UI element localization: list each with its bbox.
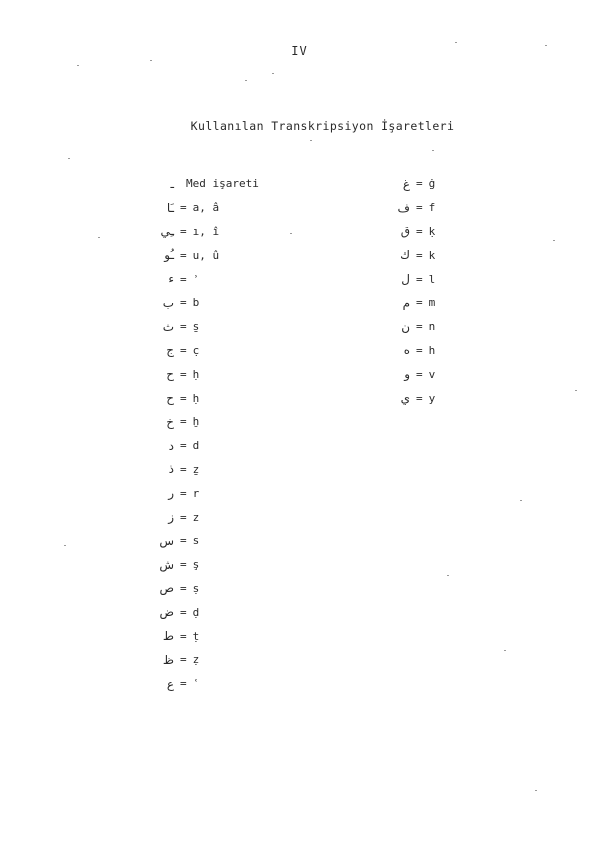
arabic-letter: ث <box>162 319 174 334</box>
transcription-column-right <box>388 172 488 410</box>
latin-transcription: r <box>192 486 200 500</box>
arabic-letter: ـِي <box>160 224 174 239</box>
equals-sign: = <box>416 248 423 262</box>
speck <box>68 158 70 159</box>
speck <box>77 65 79 66</box>
equals-sign: = <box>416 201 423 215</box>
arabic-letter: ح <box>166 367 174 382</box>
arabic-letter: ز <box>168 510 174 525</box>
equals-sign: = <box>180 581 187 595</box>
arabic-letter: ظ <box>162 652 174 667</box>
transcription-row <box>388 172 488 196</box>
speck <box>553 240 555 241</box>
latin-transcription: ı, î <box>192 224 220 238</box>
speck <box>575 390 577 391</box>
latin-transcription: b <box>192 296 200 310</box>
arabic-letter: ه <box>403 343 410 358</box>
equals-sign: = <box>180 343 187 357</box>
equals-sign: = <box>180 248 187 262</box>
equals-sign: = <box>416 224 423 238</box>
equals-sign: = <box>180 486 187 500</box>
equals-sign: = <box>180 439 187 453</box>
equals-sign: = <box>180 201 187 215</box>
equals-sign: = <box>180 534 187 548</box>
latin-transcription: m <box>428 296 436 310</box>
arabic-letter: ب <box>162 295 174 310</box>
transcription-row <box>138 291 338 315</box>
transcription-row <box>138 362 338 386</box>
latin-transcription: ẕ <box>192 462 200 476</box>
transcription-row <box>138 196 338 220</box>
transcription-row <box>138 600 338 624</box>
latin-transcription: ʾ <box>192 272 200 286</box>
equals-sign: = <box>180 558 187 572</box>
latin-transcription: ḥ <box>192 367 200 381</box>
latin-transcription: ḳ <box>428 224 436 238</box>
equals-sign: = <box>180 296 187 310</box>
arabic-letter: ض <box>159 605 174 620</box>
transcription-row <box>138 529 338 553</box>
arabic-letter: و <box>404 367 410 382</box>
arabic-letter: ر <box>168 486 174 501</box>
arabic-letter: ش <box>159 557 174 572</box>
transcription-row <box>388 315 488 339</box>
speck <box>150 60 152 61</box>
equals-sign: = <box>416 272 423 286</box>
speck <box>504 650 506 651</box>
latin-transcription: ʿ <box>192 677 200 691</box>
speck <box>310 140 312 141</box>
transcription-row <box>388 291 488 315</box>
speck <box>535 790 537 791</box>
transcription-row <box>388 362 488 386</box>
transcription-row <box>138 505 338 529</box>
speck <box>64 545 66 546</box>
arabic-letter: ء <box>168 272 174 287</box>
transcription-row <box>138 458 338 482</box>
arabic-letter: ـَا <box>166 200 174 215</box>
arabic-letter: ي <box>400 391 410 406</box>
arabic-letter: ط <box>162 629 174 644</box>
arabic-letter: ـ <box>170 176 174 191</box>
speck <box>545 45 547 46</box>
speck <box>432 150 434 151</box>
latin-transcription: ḥ <box>192 391 200 405</box>
latin-transcription: s̱ <box>192 320 200 334</box>
equals-sign: = <box>180 415 187 429</box>
equals-sign: = <box>416 296 423 310</box>
arabic-letter: ذ <box>168 462 174 477</box>
arabic-letter: خ <box>166 414 174 429</box>
latin-transcription: c̣ <box>192 343 200 357</box>
transcription-row <box>138 220 338 244</box>
transcription-row <box>138 339 338 363</box>
equals-sign: = <box>416 177 423 191</box>
transcription-row <box>138 267 338 291</box>
transcription-row <box>138 672 338 696</box>
equals-sign: = <box>180 320 187 334</box>
transcription-row <box>138 386 338 410</box>
latin-transcription: y <box>428 391 436 405</box>
page-number: IV <box>291 44 308 58</box>
transcription-row <box>388 243 488 267</box>
equals-sign: = <box>180 653 187 667</box>
transcription-row <box>388 339 488 363</box>
transcription-row <box>388 267 488 291</box>
equals-sign: = <box>180 605 187 619</box>
transcription-column-left <box>138 172 338 696</box>
latin-transcription: f <box>428 201 436 215</box>
speck <box>290 233 292 234</box>
equals-sign: = <box>180 510 187 524</box>
transcription-row <box>138 243 338 267</box>
equals-sign: = <box>180 629 187 643</box>
arabic-letter: ع <box>166 676 174 691</box>
latin-transcription: d <box>192 439 200 453</box>
transcription-row <box>138 434 338 458</box>
transcription-row <box>138 553 338 577</box>
latin-transcription: ṭ <box>192 629 200 643</box>
latin-transcription: v <box>428 367 436 381</box>
equals-sign: = <box>180 391 187 405</box>
latin-transcription: a, â <box>192 201 220 215</box>
speck <box>245 80 247 81</box>
latin-transcription: l <box>428 272 436 286</box>
equals-sign: = <box>180 367 187 381</box>
arabic-letter: م <box>402 295 410 310</box>
transcription-row <box>138 648 338 672</box>
arabic-letter: ج <box>166 343 174 358</box>
equals-sign: = <box>416 391 423 405</box>
transcription-row <box>138 172 338 196</box>
arabic-letter: ق <box>400 224 410 239</box>
latin-transcription: s <box>192 534 200 548</box>
transcription-row <box>388 220 488 244</box>
latin-transcription: z <box>192 510 200 524</box>
latin-transcription: n <box>428 320 436 334</box>
speck <box>447 575 449 576</box>
transcription-row <box>138 577 338 601</box>
arabic-letter: ل <box>401 272 410 287</box>
equals-sign: = <box>180 224 187 238</box>
latin-transcription: ş <box>192 558 200 572</box>
speck <box>520 500 522 501</box>
arabic-letter: ك <box>400 248 410 263</box>
latin-transcription: u, û <box>192 248 220 262</box>
transcription-row <box>138 624 338 648</box>
arabic-letter: ف <box>397 200 410 215</box>
equals-sign: = <box>416 367 423 381</box>
arabic-letter: ـُو <box>164 248 174 263</box>
arabic-letter: س <box>159 533 174 548</box>
latin-transcription: ṣ <box>192 581 200 595</box>
transcription-row <box>138 410 338 434</box>
arabic-letter: ح <box>166 391 174 406</box>
latin-transcription: ẓ <box>192 653 200 667</box>
speck <box>98 237 100 238</box>
speck <box>272 73 274 74</box>
transcription-row <box>388 196 488 220</box>
arabic-letter: غ <box>402 176 410 191</box>
latin-transcription: h <box>428 343 436 357</box>
latin-transcription: ḍ <box>192 605 200 619</box>
equals-sign: = <box>416 320 423 334</box>
transcription-row <box>388 386 488 410</box>
equals-sign: = <box>416 343 423 357</box>
transcription-row <box>138 481 338 505</box>
latin-transcription: ḫ <box>192 415 200 429</box>
arabic-letter: ن <box>401 319 410 334</box>
latin-transcription: Med işareti <box>186 177 259 191</box>
transcription-row <box>138 315 338 339</box>
equals-sign: = <box>180 677 187 691</box>
equals-sign: = <box>180 462 187 476</box>
page-title: Kullanılan Transkripsiyon İşaretleri <box>190 119 455 133</box>
arabic-letter: ص <box>159 581 174 596</box>
latin-transcription: k <box>428 248 436 262</box>
equals-sign: = <box>180 272 187 286</box>
speck <box>455 42 457 43</box>
latin-transcription: ġ <box>428 177 436 191</box>
arabic-letter: د <box>168 438 174 453</box>
